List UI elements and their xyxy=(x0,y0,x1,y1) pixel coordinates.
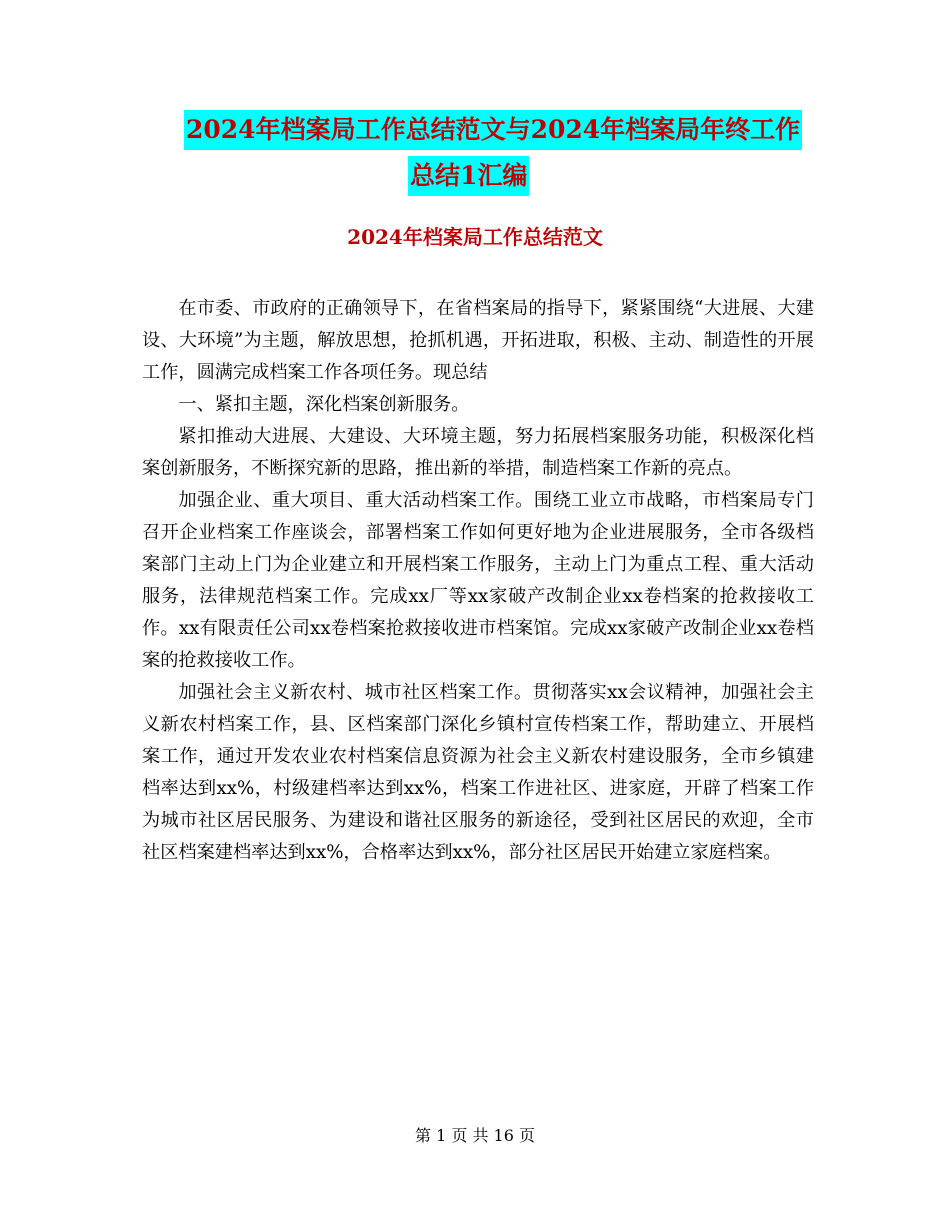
section-heading: 2024年档案局工作总结范文 xyxy=(347,225,603,249)
paragraph-intro: 在市委、市政府的正确领导下，在省档案局的指导下，紧紧围绕“大进展、大建设、大环境”为主题，解放思想，抢抓机遇，开拓进取，积极、主动、制造性的开展工作，圆满完成档案工作各项任务。现总结 xyxy=(142,298,814,383)
title-line-1: 2024年档案局工作总结范文与2024年档案局年终工作 xyxy=(184,110,802,150)
paragraph-heading-1: 一、紧扣主题，深化档案创新服务。 xyxy=(178,394,470,415)
paragraph-3: 加强企业、重大项目、重大活动档案工作。围绕工业立市战略，市档案局专门召开企业档案工作座谈会，部署档案工作如何更好地为企业进展服务，全市各级档案部门主动上门为企业建立和开展档案工作服务，主动上门为重点工程、重大活动服务，法律规范档案工作。完成xx厂等xx家破产改制企业xx卷档案的抢救接收工作。xx有限责任公司xx卷档案抢救接收进市档案馆。完成xx家破产改制企业xx卷档案的抢救接收工作。 xyxy=(142,490,814,671)
page-footer: 第 1 页 共 16 页 xyxy=(415,1126,535,1145)
body-text xyxy=(142,293,814,869)
title-line-2: 总结1汇编 xyxy=(408,156,529,196)
paragraph-4: 加强社会主义新农村、城市社区档案工作。贯彻落实xx会议精神，加强社会主义新农村档案工作，县、区档案部门深化乡镇村宣传档案工作，帮助建立、开展档案工作，通过开发农业农村档案信息资源为社会主义新农村建设服务，全市乡镇建档率达到xx%，村级建档率达到xx%，档案工作进社区、进家庭，开辟了档案工作为城市社区居民服务、为建设和谐社区服务的新途径，受到社区居民的欢迎，全市社区档案建档率达到xx%，合格率达到xx%，部分社区居民开始建立家庭档案。 xyxy=(142,682,814,863)
paragraph-2: 紧扣推动大进展、大建设、大环境主题，努力拓展档案服务功能，积极深化档案创新服务，不断探究新的思路，推出新的举措，制造档案工作新的亮点。 xyxy=(142,426,814,479)
